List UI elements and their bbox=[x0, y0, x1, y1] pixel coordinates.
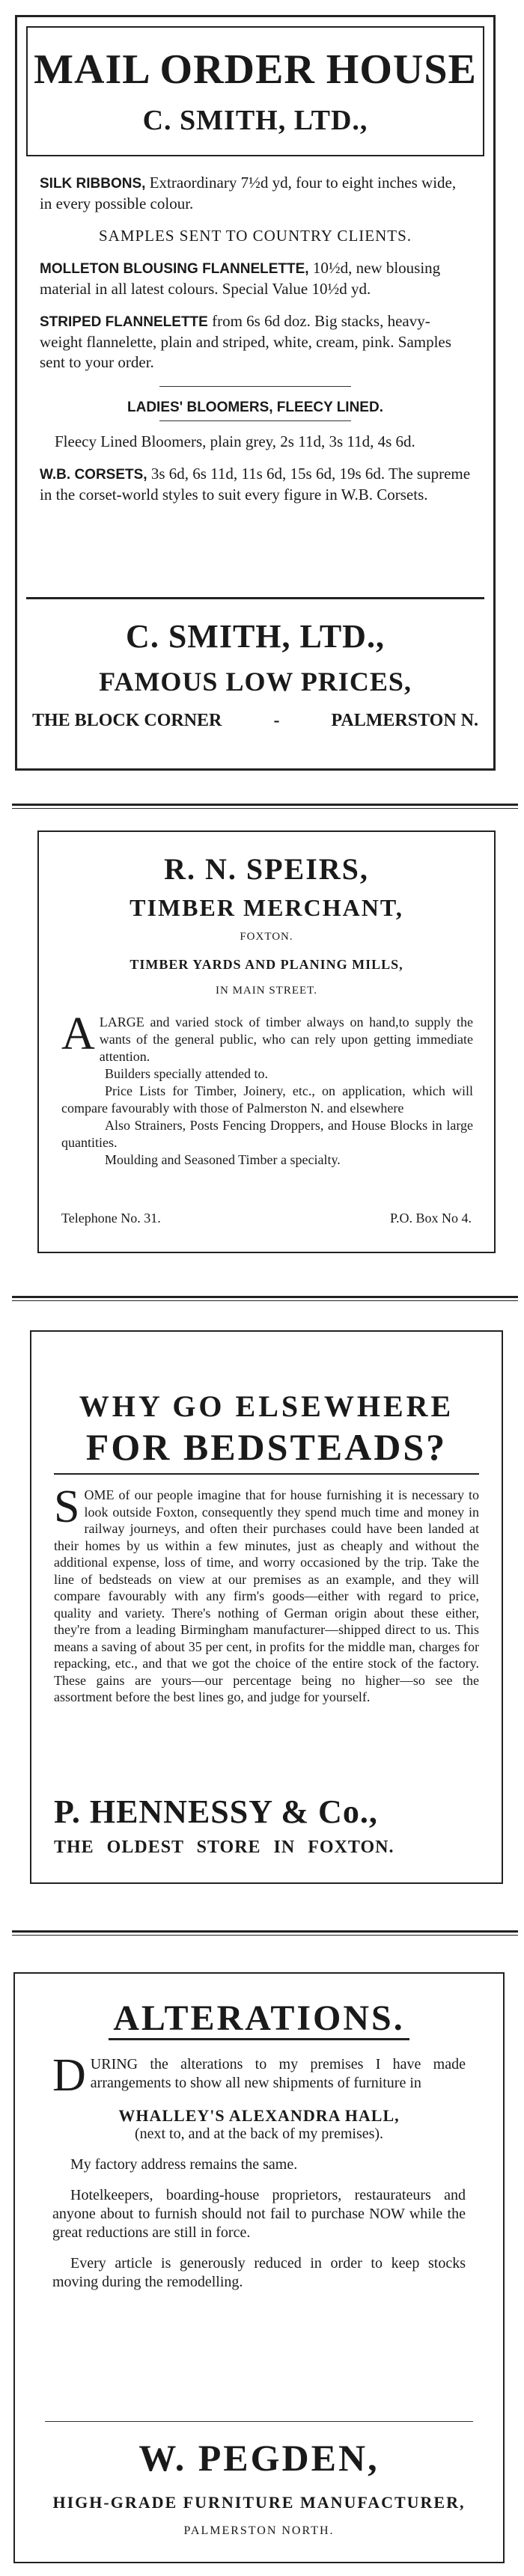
striped-head: STRIPED FLANNELETTE bbox=[40, 314, 208, 330]
hennessy-company: P. HENNESSY & Co., bbox=[54, 1793, 378, 1830]
pegden-para2: My factory address remains the same. bbox=[70, 2156, 298, 2173]
speirs-body bbox=[61, 1009, 473, 1169]
striped-text: from 6s 6d doz. Big stacks, heavy-weight flannelette, plain and striped, white, cream, pink. Samples sent to your order. bbox=[40, 312, 451, 371]
ad-p-hennessy bbox=[30, 1330, 503, 1884]
pegden-rule bbox=[45, 2421, 473, 2422]
page-separator bbox=[12, 1296, 518, 1301]
speirs-yards: TIMBER YARDS AND PLANING MILLS, bbox=[130, 957, 403, 972]
hennessy-tagline: THE OLDEST STORE IN FOXTON. bbox=[54, 1838, 394, 1857]
molleton bbox=[40, 258, 471, 299]
page-separator bbox=[12, 1930, 518, 1936]
ad-c-smith bbox=[15, 15, 496, 771]
pegden-town: PALMERSTON NORTH. bbox=[183, 2524, 335, 2537]
headline-rule bbox=[54, 1473, 479, 1475]
alterations-title-wrap bbox=[15, 1998, 503, 2039]
pegden-company: W. PEGDEN, bbox=[138, 2437, 380, 2479]
speirs-town: FOXTON. bbox=[240, 931, 293, 943]
footer-right: PALMERSTON N. bbox=[331, 711, 478, 730]
c-smith-footer bbox=[26, 597, 484, 760]
speirs-line4: Also Strainers, Posts Fencing Droppers, and House Blocks in large quantities. bbox=[61, 1118, 473, 1150]
ad-w-pegden bbox=[13, 1972, 505, 2563]
speirs-line5: Moulding and Seasoned Timber a specialty. bbox=[105, 1152, 341, 1167]
pegden-trade: HIGH-GRADE FURNITURE MANUFACTURER, bbox=[52, 2493, 466, 2512]
ladies-text: Fleecy Lined Bloomers, plain grey, 2s 11d, 3s 11d, 4s 6d. bbox=[55, 432, 415, 450]
silk-head: SILK RIBBONS, bbox=[40, 176, 146, 192]
speirs-para1-text: LARGE and varied stock of timber always on hand,to supply the wants of the general public, who can rely upon getting immediate attention. bbox=[99, 1015, 473, 1064]
page-separator bbox=[12, 804, 518, 809]
silk-text: Extraordinary 7½d yd, four to eight inches wide, in every possible colour. bbox=[40, 174, 457, 212]
speirs-contact bbox=[61, 1211, 472, 1226]
bedsteads-body-text: OME of our people imagine that for house furnishing it is necessary to look outside Foxton, consequently they spend much time and money in railway journeys, and often their purchases could have been landed at their homes by us within a few minutes, just as cheaply and without the additional expense, loss of time, and worry occasioned by the trip. Take the line of bedsteads on view at our premises as an example, and they will compare favourably with any firm's goods—either with regard to price, quality and variety. There's nothing of German origin about these either, they're from a leading Birmingham manufacturer—shipped direct to us. This means a saving of about 35 per cent, in profits for the middle man, charges for repacking, etc., and that we got the choice of the entire stock of the factory. These gains are yours—our percentage being no higher—so see the assortment before the best lines go, and judge for yourself. bbox=[54, 1487, 479, 1704]
striped bbox=[40, 311, 471, 373]
pegden-para3: Hotelkeepers, boarding-house proprietors, restaurateurs and anyone about to furnish should not fail to purchase NOW while the great reductions are still in force. bbox=[52, 2187, 466, 2241]
wb-head: W.B. CORSETS, bbox=[40, 467, 147, 483]
speirs-line3: Price Lists for Timber, Joinery, etc., on application, which will compare favourably with those of Palmerston N. and elsewhere bbox=[61, 1083, 473, 1116]
molleton-head: MOLLETON BLOUSING FLANNELETTE, bbox=[40, 261, 309, 277]
divider bbox=[159, 420, 351, 421]
pegden-para1 bbox=[52, 2050, 466, 2101]
pegden-body bbox=[52, 2050, 466, 2292]
footer-left: THE BLOCK CORNER bbox=[32, 711, 222, 730]
wb-corsets bbox=[40, 464, 471, 505]
bedsteads-body bbox=[54, 1481, 479, 1706]
alterations-title: ALTERATIONS. bbox=[109, 1998, 409, 2040]
bedsteads-headline-2: FOR BEDSTEADS? bbox=[85, 1426, 448, 1468]
product-list bbox=[40, 173, 471, 505]
ladies-head: LADIES' BLOOMERS, FLEECY LINED. bbox=[127, 400, 383, 415]
speirs-dropcap: A bbox=[61, 1009, 95, 1059]
hall-note: (next to, and at the back of my premises). bbox=[134, 2126, 384, 2142]
mail-order-title: MAIL ORDER HOUSE bbox=[34, 46, 477, 93]
alexandra-hall: WHALLEY'S ALEXANDRA HALL, bbox=[118, 2106, 400, 2125]
bedsteads-dropcap: S bbox=[54, 1481, 80, 1532]
footer-company: C. SMITH, LTD., bbox=[126, 618, 385, 655]
speirs-pobox: P.O. Box No 4. bbox=[389, 1211, 472, 1226]
speirs-street: IN MAIN STREET. bbox=[216, 985, 317, 997]
speirs-telephone: Telephone No. 31. bbox=[61, 1211, 161, 1226]
molleton-text: 10½d, new blousing material in all latest colours. Special Value 10½d yd. bbox=[40, 259, 441, 298]
speirs-line2: Builders specially attended to. bbox=[105, 1066, 268, 1081]
footer-address bbox=[26, 711, 484, 731]
speirs-para1 bbox=[61, 1009, 473, 1065]
wb-text: 3s 6d, 6s 11d, 11s 6d, 15s 6d, 19s 6d. The supreme in the corset-world styles to suit every figure in W.B. Corsets. bbox=[40, 465, 471, 504]
silk-ribbons bbox=[40, 173, 471, 214]
samples-line: SAMPLES SENT TO COUNTRY CLIENTS. bbox=[98, 227, 412, 245]
ad-c-smith-inner bbox=[26, 26, 484, 156]
footer-slogan: FAMOUS LOW PRICES, bbox=[99, 667, 412, 697]
ad-r-n-speirs bbox=[37, 830, 496, 1253]
footer-dash: - bbox=[273, 711, 280, 730]
c-smith-company: C. SMITH, LTD., bbox=[142, 105, 368, 136]
divider bbox=[159, 386, 351, 387]
pegden-para1-text: URING the alterations to my premises I have made arrangements to show all new shipments of furniture in bbox=[90, 2056, 466, 2091]
pegden-para4: Every article is generously reduced in order to keep stocks moving during the remodelling. bbox=[52, 2255, 466, 2290]
speirs-trade: TIMBER MERCHANT, bbox=[130, 894, 403, 921]
bedsteads-headline-1: WHY GO ELSEWHERE bbox=[79, 1389, 454, 1423]
speirs-name: R. N. SPEIRS, bbox=[164, 852, 369, 886]
pegden-dropcap: D bbox=[52, 2050, 86, 2101]
